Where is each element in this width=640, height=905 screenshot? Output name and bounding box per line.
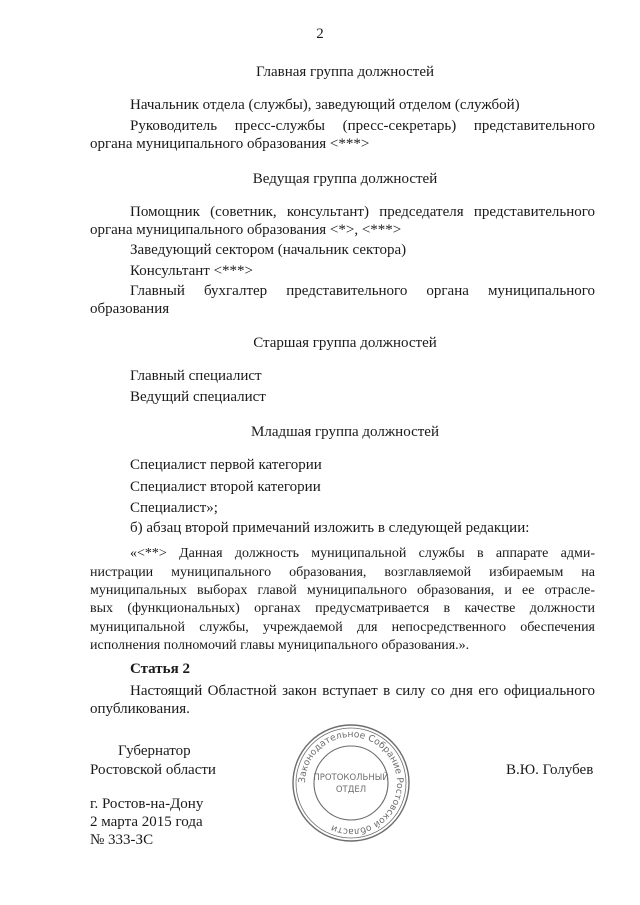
page-number: 2 (316, 26, 324, 42)
note-line-3: муниципальных выборах главой муниципального образования, и ее отрасле- (90, 583, 595, 598)
junior-group-item-3: Специалист»; (130, 500, 218, 516)
leading-group-item-4-line-1: Главный бухгалтер представительного органа муниципального (130, 283, 595, 299)
note-line-6: исполнения полномочий главы муниципального образования.». (90, 638, 470, 653)
note-line-2: нистрации муниципального образования, возглавляемой избираемым на (90, 565, 595, 580)
main-group-heading: Главная группа должностей (255, 64, 435, 80)
leading-group-item-1-line-2: органа муниципального образования <*>, <***> (90, 222, 402, 238)
note-line-5: муниципальной службы, учреждаемой для непосредственного обеспечения (90, 620, 595, 635)
signing-date: 2 марта 2015 года (90, 814, 203, 830)
note-line-4: вых (функциональных) органах предусматривается в качестве должности (90, 601, 595, 616)
article-2-text-line-1: Настоящий Областной закон вступает в силу со дня его официального (130, 683, 595, 699)
main-group-item-1: Начальник отдела (службы), заведующий отделом (службой) (130, 97, 520, 113)
senior-group-heading: Старшая группа должностей (253, 335, 437, 351)
main-group-item-2-line-1: Руководитель пресс-службы (пресс-секретарь) представительного (130, 118, 595, 134)
official-stamp (290, 722, 412, 844)
note-line-1: «<**> Данная должность муниципальной службы в аппарате адми- (130, 546, 595, 561)
main-group-item-2-line-2: органа муниципального образования <***> (90, 136, 370, 152)
senior-group-item-1: Главный специалист (130, 368, 262, 384)
stamp-ring-text: Законодательное Собрание Ростовской области (296, 728, 406, 838)
leading-group-item-2: Заведующий сектором (начальник сектора) (130, 242, 407, 258)
senior-group-item-2: Ведущий специалист (130, 389, 266, 405)
junior-group-item-1: Специалист первой категории (130, 457, 322, 473)
article-2-text-line-2: опубликования. (90, 701, 190, 717)
leading-group-item-4-line-2: образования (90, 301, 170, 317)
signatory-position-line-2: Ростовской области (90, 762, 216, 778)
signing-place: г. Ростов-на-Дону (90, 796, 204, 812)
stamp-center-line-1: ПРОТОКОЛЬНЫЙ (313, 773, 389, 783)
junior-group-heading: Младшая группа должностей (251, 424, 439, 440)
law-number: № 333-ЗС (90, 832, 154, 848)
leading-group-heading: Ведущая группа должностей (252, 171, 438, 187)
leading-group-item-3: Консультант <***> (130, 263, 253, 279)
junior-group-item-2: Специалист второй категории (130, 479, 321, 495)
signatory-position-line-1: Губернатор (118, 743, 191, 759)
signatory-name: В.Ю. Голубев (506, 762, 594, 778)
article-2-title: Статья 2 (130, 661, 190, 677)
amendment-b: б) абзац второй примечаний изложить в следующей редакции: (130, 520, 530, 536)
stamp-center-line-2: ОТДЕЛ (335, 785, 367, 795)
leading-group-item-1-line-1: Помощник (советник, консультант) председателя представительного (130, 204, 595, 220)
